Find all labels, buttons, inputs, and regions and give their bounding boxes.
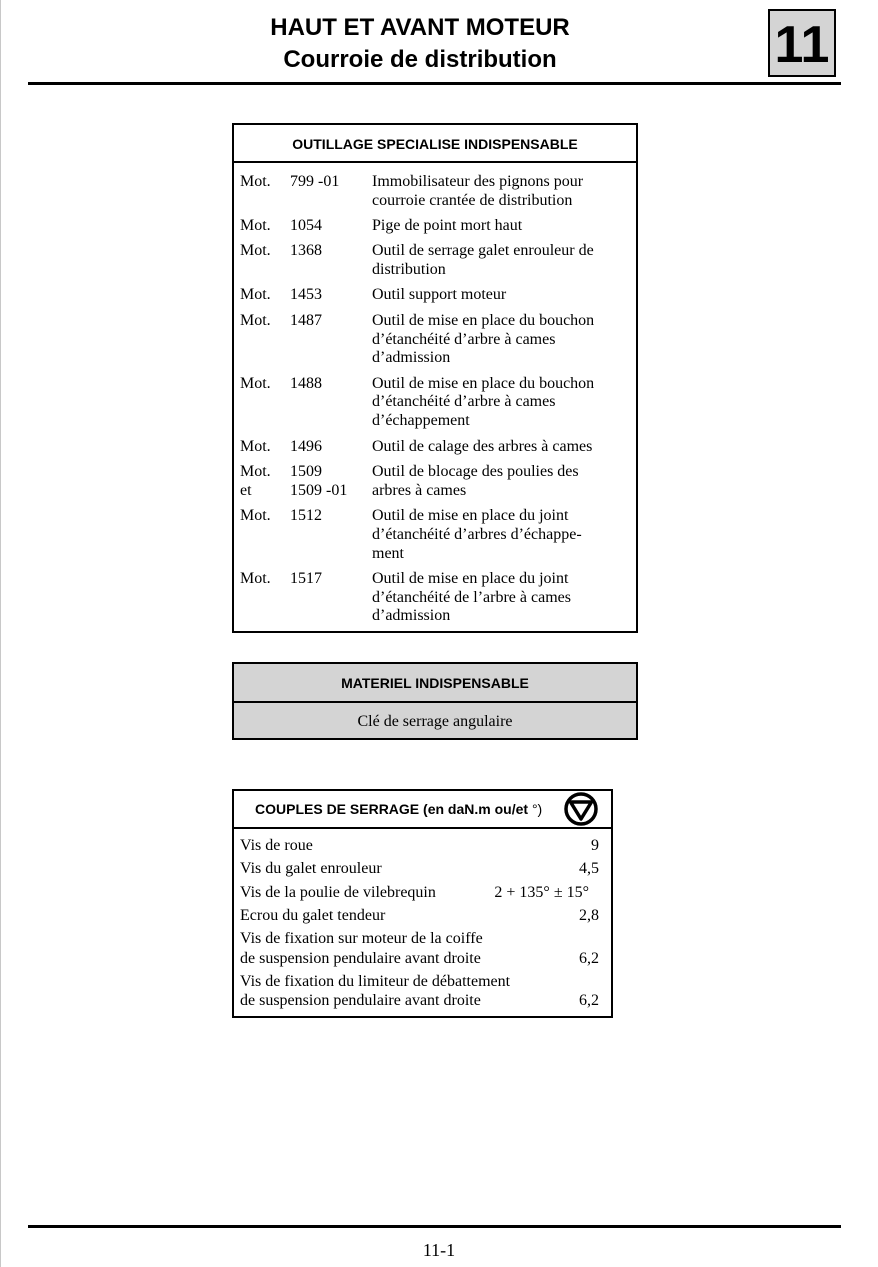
special-tools-table [232, 123, 638, 633]
tool-description-line: d’admission [372, 349, 451, 367]
tool-reference [290, 173, 372, 211]
tool-prefix [240, 312, 290, 368]
tool-row [240, 463, 630, 501]
required-equipment-heading: MATERIEL INDISPENSABLE [234, 664, 636, 703]
header-rule [28, 82, 841, 85]
tool-reference [290, 312, 372, 368]
tool-row [240, 507, 630, 563]
tool-prefix-text: Mot. [240, 286, 271, 304]
tool-description [372, 217, 630, 236]
tool-prefix-text: Mot. [240, 242, 271, 260]
page-subtitle: Courroie de distribution [283, 46, 557, 73]
tool-row [240, 312, 630, 368]
tool-reference-text: 1512 [290, 506, 322, 524]
torque-row [240, 972, 599, 1011]
tool-description-line: d’étanchéité d’arbre à cames [372, 393, 556, 411]
tool-prefix [240, 217, 290, 236]
torque-row [240, 836, 599, 856]
tool-prefix-text: Mot. [240, 569, 271, 587]
tool-prefix-text: et [240, 481, 252, 499]
torque-label [240, 929, 599, 968]
tool-description-line: d’échappement [372, 412, 470, 430]
torque-label [240, 972, 599, 1011]
torque-value: 6,2 [579, 992, 599, 1010]
tool-description-line: Outil de mise en place du joint [372, 506, 569, 524]
tool-prefix-text: Mot. [240, 462, 271, 480]
tool-reference-text: 1509 -01 [290, 481, 348, 499]
torque-row [240, 859, 599, 879]
tool-prefix-text: Mot. [240, 506, 271, 524]
page-title: HAUT ET AVANT MOTEUR [270, 14, 570, 41]
tool-row [240, 438, 630, 457]
tool-description-line: Pige de point mort haut [372, 217, 523, 235]
tool-reference-text: 799 -01 [290, 173, 340, 190]
tightening-torques-heading [234, 791, 611, 829]
tool-description-line: d’étanchéité de l’arbre à cames [372, 588, 571, 606]
tool-prefix-text: Mot. [240, 217, 271, 235]
tool-description-line: courroie crantée de distribution [372, 191, 573, 209]
tool-description-line: Outil de calage des arbres à cames [372, 437, 593, 455]
torque-row [240, 929, 599, 968]
tool-reference [290, 570, 372, 626]
tool-reference-text: 1054 [290, 217, 322, 235]
tool-prefix-text: Mot. [240, 374, 271, 392]
torque-label-line: Vis de fixation du limiteur de débattement [240, 972, 511, 990]
required-equipment-item: Clé de serrage angulaire [357, 713, 513, 730]
tool-row [240, 570, 630, 626]
tool-description-line: d’étanchéité d’arbre à cames [372, 330, 556, 348]
tool-prefix [240, 286, 290, 305]
tool-row [240, 242, 630, 280]
tool-description-line: Outil de mise en place du joint [372, 569, 569, 587]
torque-label [240, 906, 599, 926]
tightening-torques-heading-text: COUPLES DE SERRAGE (en daN.m ou/et [255, 801, 529, 817]
tool-reference-text: 1487 [290, 311, 322, 329]
tool-reference [290, 507, 372, 563]
torque-row [240, 906, 599, 926]
page-header [160, 12, 680, 76]
torque-label-line: de suspension pendulaire avant droite [240, 949, 481, 967]
torque-label [240, 859, 599, 879]
torque-value: 4,5 [579, 860, 599, 878]
tool-description-line: Outil support moteur [372, 286, 507, 304]
torque-label-line: Vis de roue [240, 837, 313, 854]
torque-value: 2,8 [579, 906, 599, 924]
page-edge [0, 0, 1, 1267]
tool-description [372, 375, 630, 431]
tool-prefix-text: Mot. [240, 311, 271, 329]
page-number: 11-1 [422, 1240, 456, 1260]
tool-reference-text: 1509 [290, 462, 322, 480]
tool-prefix [240, 570, 290, 626]
tool-reference-text: 1368 [290, 242, 322, 260]
tool-reference-text: 1453 [290, 286, 322, 304]
tool-description-line: arbres à cames [372, 481, 467, 499]
tool-description-line: Outil de serrage galet enrouleur de [372, 242, 594, 260]
tool-reference [290, 463, 372, 501]
tool-prefix [240, 242, 290, 280]
required-equipment-table [232, 662, 638, 740]
tool-row [240, 217, 630, 236]
tool-description [372, 570, 630, 626]
tool-prefix [240, 507, 290, 563]
torque-row [240, 883, 599, 903]
tool-description [372, 463, 630, 501]
tool-description-line: Immobilisateur des pignons pour [372, 173, 584, 190]
tool-row [240, 173, 630, 211]
tool-description [372, 286, 630, 305]
tool-description-line: d’admission [372, 607, 451, 625]
chapter-number-badge: 11 [768, 9, 836, 77]
tool-prefix-text: Mot. [240, 437, 271, 455]
special-tools-list [234, 163, 636, 626]
tool-description-line: Outil de blocage des poulies des [372, 462, 579, 480]
tool-description [372, 173, 630, 211]
tool-row [240, 286, 630, 305]
torque-label-line: Vis de fixation sur moteur de la coiffe [240, 930, 483, 948]
torque-label [240, 836, 599, 856]
tool-description-line: d’étanchéité d’arbres d’échappe- [372, 525, 582, 543]
torque-label-line: de suspension pendulaire avant droite [240, 992, 481, 1010]
torque-wrench-symbol-icon [564, 792, 598, 826]
tightening-torques-list [234, 829, 611, 1011]
tool-description-line: ment [372, 544, 404, 562]
tool-prefix-text: Mot. [240, 173, 271, 190]
tool-reference-text: 1488 [290, 374, 322, 392]
tightening-torques-heading-degree: °) [531, 801, 543, 817]
tool-description [372, 242, 630, 280]
tool-description-line: Outil de mise en place du bouchon [372, 374, 595, 392]
torque-label-line: Ecrou du galet tendeur [240, 906, 386, 924]
tool-description [372, 312, 630, 368]
tool-reference [290, 286, 372, 305]
tool-prefix [240, 463, 290, 501]
tool-reference [290, 242, 372, 280]
tool-description [372, 507, 630, 563]
tool-reference-text: 1517 [290, 569, 322, 587]
torque-label-line: Vis de la poulie de vilebrequin [240, 883, 436, 901]
tool-reference [290, 217, 372, 236]
tool-reference [290, 375, 372, 431]
tightening-torques-table [232, 789, 613, 1018]
special-tools-heading: OUTILLAGE SPECIALISE INDISPENSABLE [234, 125, 636, 163]
torque-value: 6,2 [579, 949, 599, 967]
tool-description-line: distribution [372, 261, 446, 279]
tool-prefix [240, 438, 290, 457]
torque-value: 2 + 135° ± 15° [494, 883, 589, 901]
tool-description-line: Outil de mise en place du bouchon [372, 311, 595, 329]
tool-reference [290, 438, 372, 457]
torque-label-line: Vis du galet enrouleur [240, 860, 382, 878]
tool-description [372, 438, 630, 457]
tool-prefix [240, 375, 290, 431]
torque-value: 9 [591, 837, 599, 854]
tool-reference-text: 1496 [290, 437, 322, 455]
footer-rule [28, 1225, 841, 1228]
tool-prefix [240, 173, 290, 211]
tool-row [240, 375, 630, 431]
